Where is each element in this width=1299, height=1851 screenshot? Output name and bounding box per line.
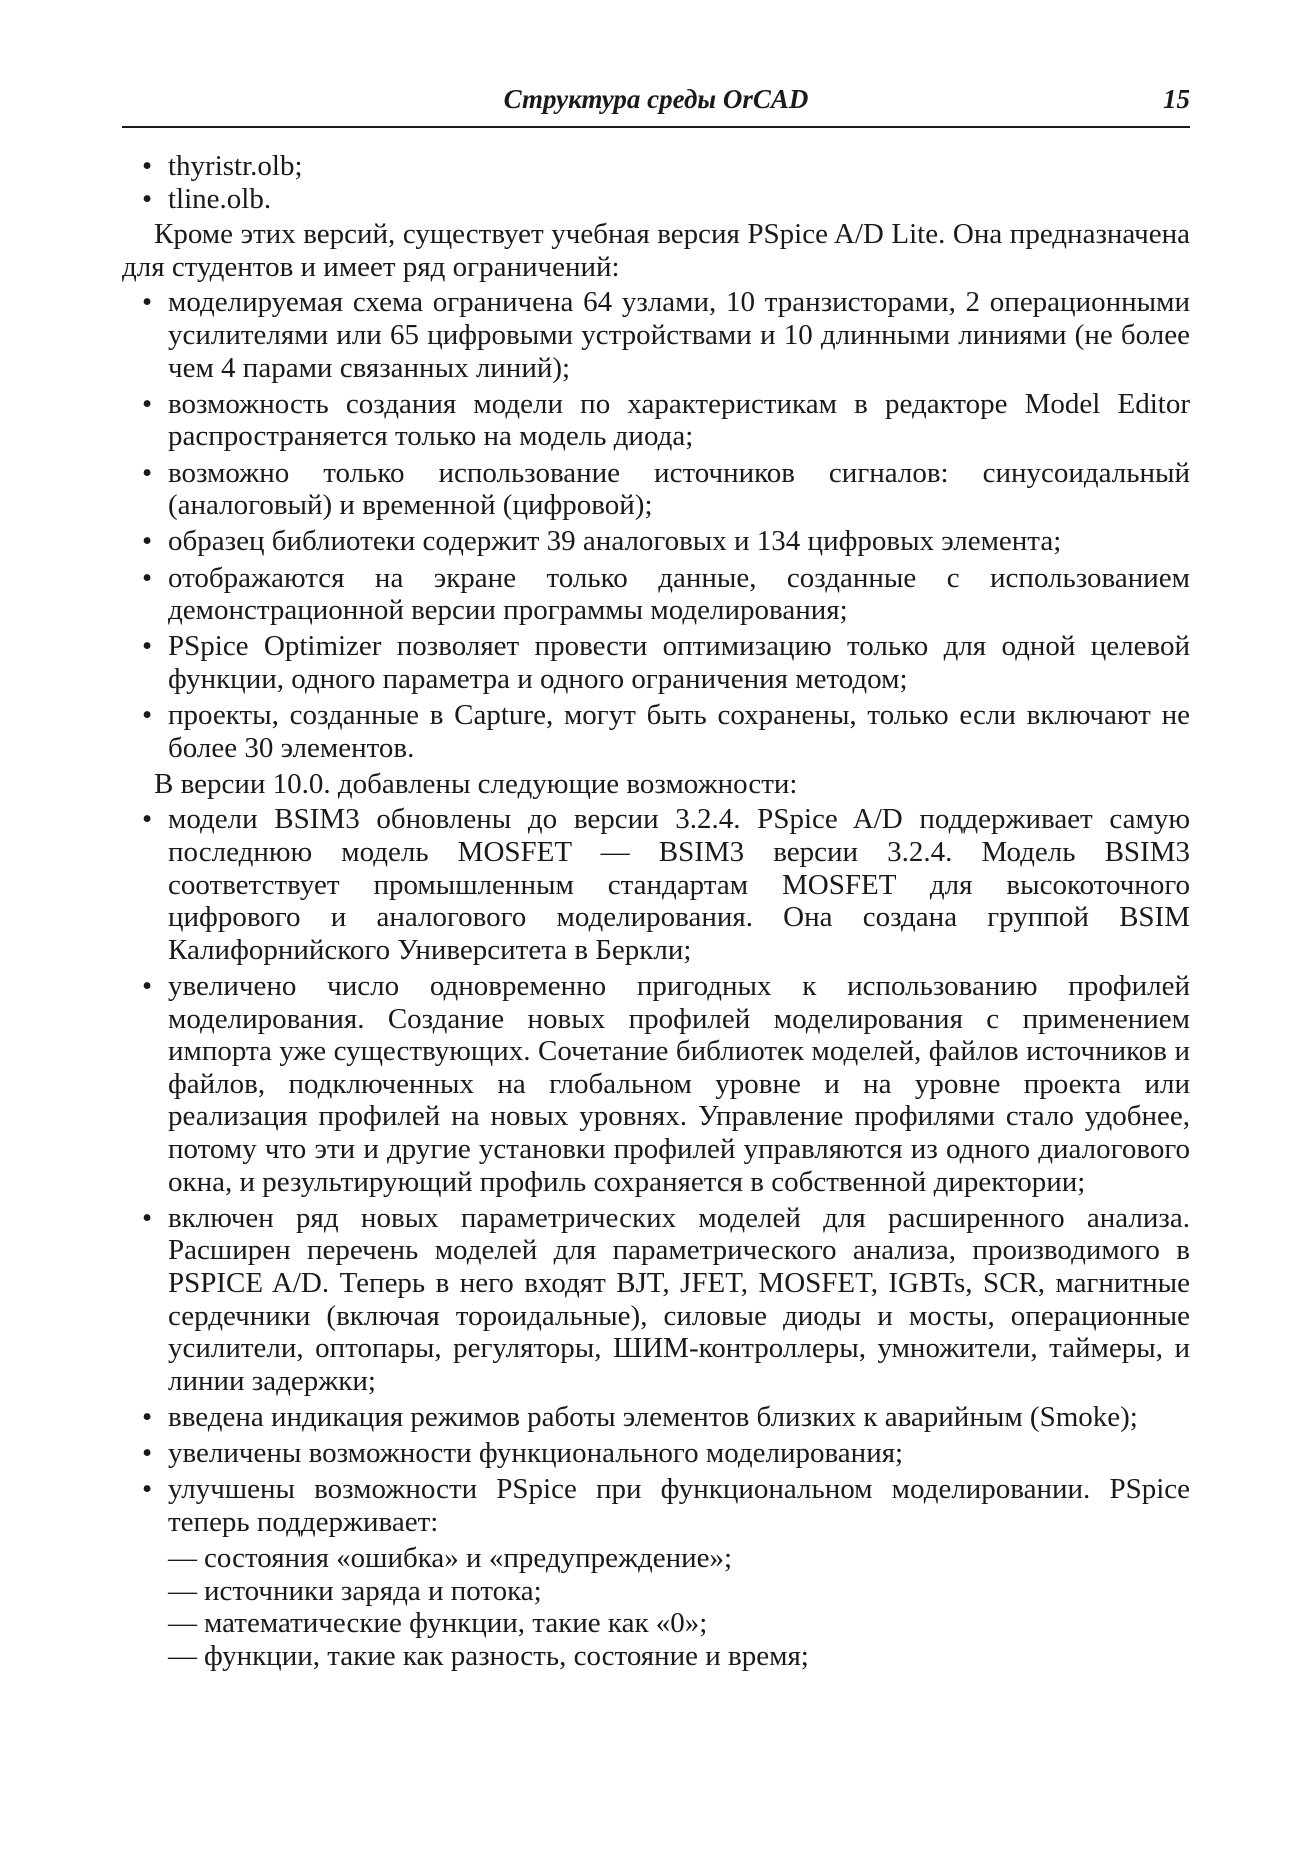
list-item: • введена индикация режимов работы элементов близких к аварийным (Smoke); xyxy=(122,1401,1190,1434)
list-item: • возможность создания модели по характеристикам в редакторе Model Editor распространяется только на модель диода; xyxy=(122,388,1190,453)
list-item: • PSpice Optimizer позволяет провести оптимизацию только для одной целевой функции, одного параметра и одного ограничения методом; xyxy=(122,630,1190,695)
lite-limits-list xyxy=(122,286,1190,764)
page-body xyxy=(122,150,1190,1672)
page-header xyxy=(122,80,1190,128)
list-item: • модели BSIM3 обновлены до версии 3.2.4. PSpice A/D поддерживает самую последнюю модель MOSFET — BSIM3 версии 3.2.4. Модель BSIM3 соответствует промышленным стандартам MOSFET для высокоточного цифрового и аналогового моделирования. Она создана группой BSIM Калифорнийского Университета в Беркли; xyxy=(122,803,1190,966)
list-item: • образец библиотеки содержит 39 аналоговых и 134 цифровых элемента; xyxy=(122,525,1190,558)
list-item: • включен ряд новых параметрических моделей для расширенного анализа. Расширен перечень моделей для параметрического анализа, производимого в PSPICE A/D. Теперь в него входят BJT, JFET, MOSFET, IGBTs, SCR, магнитные сердечники (включая тороидальные), силовые диоды и мосты, операционные усилители, оптопары, регуляторы, ШИМ-контроллеры, умножители, таймеры, и линии задержки; xyxy=(122,1202,1190,1398)
dash-item: — состояния «ошибка» и «предупреждение»; xyxy=(122,1542,1190,1575)
paragraph-version-10: В версии 10.0. добавлены следующие возможности: xyxy=(154,767,798,800)
list-item: • проекты, созданные в Capture, могут быть сохранены, только если включают не более 30 элементов. xyxy=(122,699,1190,764)
dash-item: — математические функции, такие как «0»; xyxy=(122,1607,1190,1640)
library-list xyxy=(122,150,1190,215)
dash-item: — функции, такие как разность, состояние и время; xyxy=(122,1640,1190,1673)
list-item: • увеличены возможности функционального моделирования; xyxy=(122,1437,1190,1470)
running-title: Структура среды OrCAD xyxy=(503,84,809,114)
page-number: 15 xyxy=(1163,84,1190,114)
list-item: • tline.olb. xyxy=(122,183,1190,216)
paragraph-lite-version: Кроме этих версий, существует учебная версия PSpice A/D Lite. Она предназначена для студентов и имеет ряд ограничений: xyxy=(122,218,1190,283)
list-item: • улучшены возможности PSpice при функциональном моделировании. PSpice теперь поддерживает: xyxy=(122,1473,1190,1538)
list-item: • увеличено число одновременно пригодных к использованию профилей моделирования. Создание новых профилей моделирования с применением импорта уже существующих. Сочетание библиотек моделей, файлов источников и файлов, подключенных на глобальном уровне и на уровне проекта или реализация профилей на новых уровнях. Управление профилями стало удобнее, потому что эти и другие установки профилей управляются из одного диалогового окна, и результирующий профиль сохраняется в собственной директории; xyxy=(122,970,1190,1198)
list-item: • отображаются на экране только данные, созданные с использованием демонстрационной версии программы моделирования; xyxy=(122,562,1190,627)
pspice-supports-list xyxy=(122,1542,1190,1672)
v10-features-list xyxy=(122,803,1190,1538)
dash-item: — источники заряда и потока; xyxy=(122,1575,1190,1608)
list-item: • моделируемая схема ограничена 64 узлами, 10 транзисторами, 2 операционными усилителями или 65 цифровыми устройствами и 10 длинными линиями (не более чем 4 парами связанных линий); xyxy=(122,286,1190,384)
list-item: • thyristr.olb; xyxy=(122,150,1190,183)
list-item: • возможно только использование источников сигналов: синусоидальный (аналоговый) и временной (цифровой); xyxy=(122,457,1190,522)
